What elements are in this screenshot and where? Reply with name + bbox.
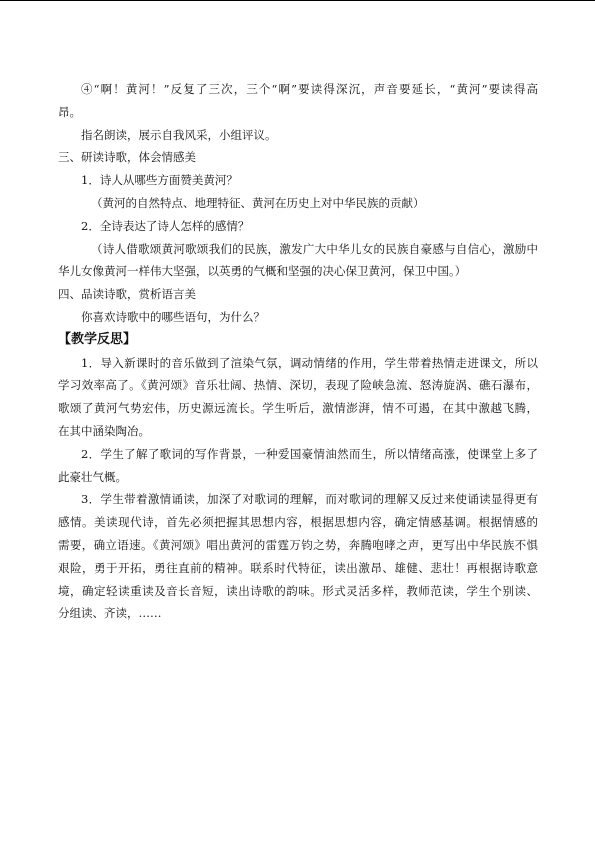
section-heading: 三、研读诗歌，体会情感美 — [58, 150, 196, 165]
paragraph-line: 境，确定轻读重读及音长音短，读出诗歌的韵味。形式灵活多样，教师范读，学生个别读、 — [58, 583, 538, 598]
question-line: 1．诗人从哪些方面赞美黄河？ — [81, 173, 238, 188]
paragraph-line: ④“啊！黄河！”反复了三次，三个“啊”要读得深沉，声音要延长，“黄河”要读得高 — [81, 82, 538, 96]
question-line: 你喜欢诗歌中的哪些语句，为什么？ — [81, 309, 265, 324]
answer-line: （诗人借歌颂黄河歌颂我们的民族，激发广大中华儿女的民族自豪感与自信心，激励中 — [91, 241, 538, 256]
paragraph-line: 感情。美读现代诗，首先必须把握其思想内容，根据思想内容，确定情感基调。根据情感的 — [58, 515, 538, 530]
answer-line: 华儿女像黄河一样伟大坚强，以英勇的气概和坚强的决心保卫黄河，保卫中国。） — [58, 264, 467, 279]
paragraph-line: 艰险，勇于开拓，勇往直前的精神。联系时代特征，读出激昂、雄健、悲壮！再根据诗歌意 — [58, 560, 538, 575]
document-body — [58, 78, 538, 625]
paragraph-line: 昂。 — [58, 104, 81, 119]
paragraph-line: 在其中涵染陶冶。 — [58, 423, 150, 438]
paragraph-line: 指名朗读，展示自我风采，小组评议。 — [81, 127, 277, 142]
answer-line: （黄河的自然特点、地理特征、黄河在历史上对中华民族的贡献） — [91, 195, 425, 210]
section-heading: 四、品读诗歌，赏析语言美 — [58, 287, 196, 302]
paragraph-line: 2．学生了解了歌词的写作背景，一种爱国豪情油然而生，所以情绪高涨，使课堂上多了 — [81, 446, 538, 461]
paragraph-line: 3．学生带着激情诵读，加深了对歌词的理解，而对歌词的理解又反过来使诵读显得更有 — [81, 492, 538, 507]
paragraph-line: 需要，确立语速。《黄河颂》唱出黄河的雷霆万钧之势，奔腾咆哮之声，更写出中华民族不惧 — [58, 537, 538, 552]
paragraph-line: 分组读、齐读，…… — [58, 606, 162, 621]
paragraph-line: 1．导入新课时的音乐做到了渲染气氛，调动情绪的作用，学生带着热情走进课文，所以 — [81, 355, 538, 370]
paragraph-line: 学习效率高了。《黄河颂》音乐壮阔、热情、深切，表现了险峡急流、怒涛旋涡、礁石瀑布， — [58, 378, 538, 393]
reflection-heading: 【教学反思】 — [58, 331, 137, 347]
paragraph-line: 歌颂了黄河气势宏伟，历史源远流长。学生听后，激情澎湃，情不可遏，在其中激越飞腾， — [58, 401, 538, 416]
paragraph-line: 此豪壮气概。 — [58, 469, 127, 484]
question-line: 2．全诗表达了诗人怎样的感情？ — [81, 218, 250, 233]
header-rule — [0, 0, 595, 1]
